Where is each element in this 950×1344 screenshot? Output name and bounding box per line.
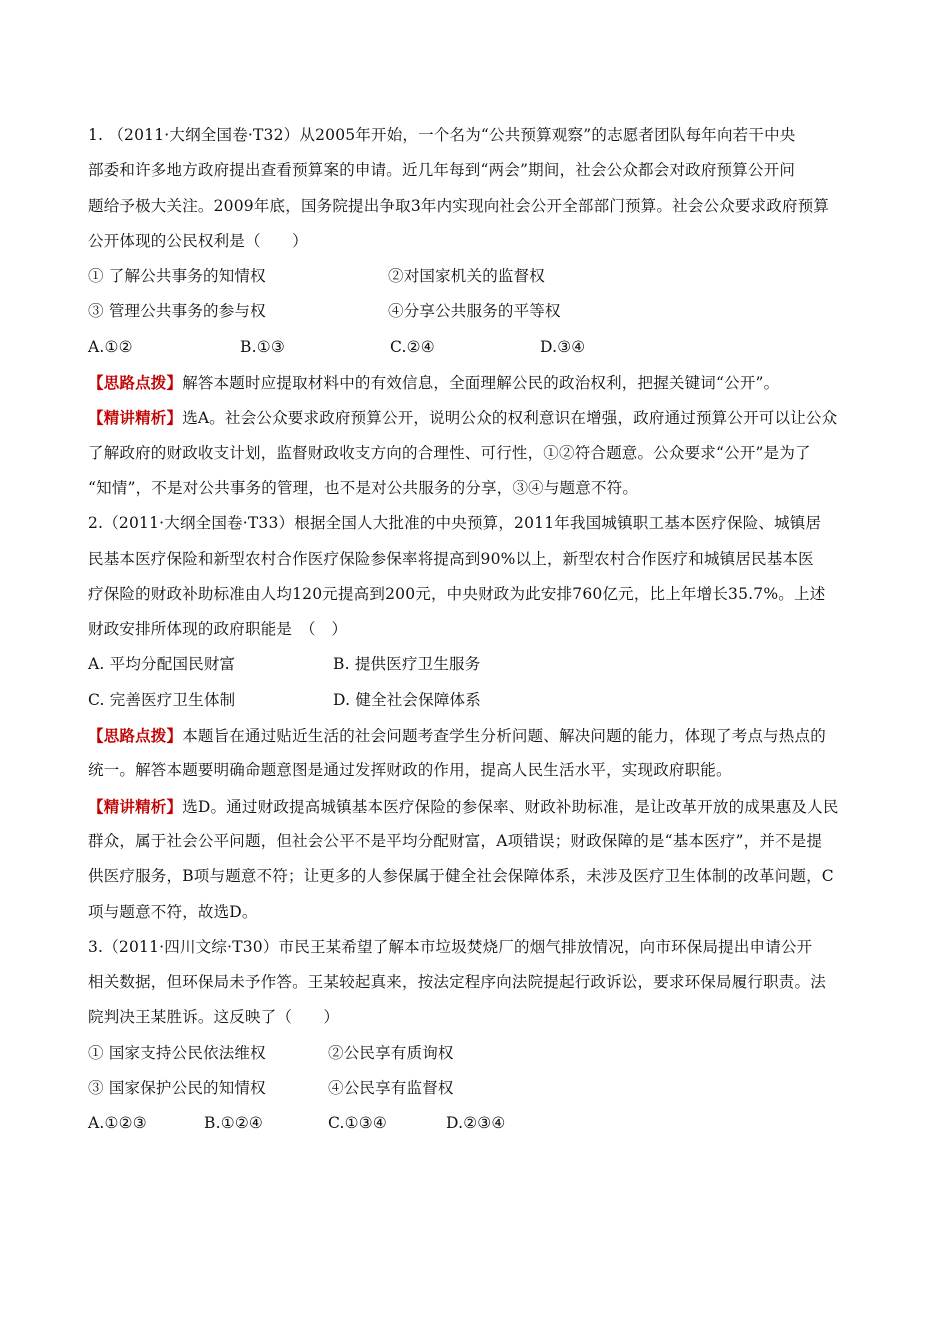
question-1-stem-line: 1. （2011·大纲全国卷·T32）从2005年开始，一个名为“公共预算观察”的志愿者团队每年向若干中央 bbox=[88, 126, 796, 144]
analysis-text: 选A。社会公众要求政府预算公开，说明公众的权利意识在增强，政府通过预算公开可以让公众 bbox=[182, 409, 838, 428]
hint-text: 本题旨在通过贴近生活的社会问题考查学生分析问题、解决问题的能力，体现了考点与热点的 bbox=[182, 727, 826, 746]
question-3-statements-row bbox=[88, 1071, 863, 1106]
question-2-analysis-line bbox=[88, 789, 863, 824]
statement-1: ① 了解公共事务的知情权 bbox=[88, 267, 266, 286]
hint-text: 解答本题时应提取材料中的有效信息，全面理解公民的政治权利，把握关键词“公开”。 bbox=[182, 374, 780, 393]
analysis-tag: 【精讲精析】 bbox=[88, 796, 183, 816]
question-1-analysis-line: 了解政府的财政收支计划，监督财政收支方向的合理性、可行性，①②符合题意。公众要求“公开”是为了 bbox=[88, 443, 811, 462]
option-d: D.②③④ bbox=[446, 1114, 506, 1133]
analysis-tag: 【精讲精析】 bbox=[88, 408, 183, 428]
question-2-stem-line: 民基本医疗保险和新型农村合作医疗保险参保率将提高到90%以上，新型农村合作医疗和城镇居民基本医 bbox=[88, 549, 814, 568]
question-2-hint-line bbox=[88, 718, 863, 753]
statement-3: ③ 管理公共事务的参与权 bbox=[88, 302, 266, 321]
statement-1: ① 国家支持公民依法维权 bbox=[88, 1043, 266, 1062]
question-3-stem-line: 相关数据，但环保局未予作答。王某较起真来，按法定程序向法院提起行政诉讼，要求环保局履行职责。法 bbox=[88, 973, 826, 992]
question-2 bbox=[88, 506, 863, 930]
statement-2: ②对国家机关的监督权 bbox=[388, 267, 546, 286]
option-b: B.①③ bbox=[240, 337, 285, 356]
option-a: A.①② bbox=[88, 337, 133, 356]
question-3-statements-row bbox=[88, 1036, 863, 1071]
question-1-stem-line: 部委和许多地方政府提出查看预算案的申请。近几年每到“两会”期间，社会公众都会对政府预算公开问 bbox=[88, 161, 796, 180]
question-3-stem-line: 院判决王某胜诉。这反映了（ ） bbox=[88, 1008, 340, 1027]
option-d: D. 健全社会保障体系 bbox=[333, 690, 481, 709]
question-1-options bbox=[88, 330, 863, 365]
question-1-analysis-line: “知情”，不是对公共事务的管理，也不是对公共服务的分享，③④与题意不符。 bbox=[88, 478, 639, 497]
option-a: A. 平均分配国民财富 bbox=[88, 655, 236, 674]
question-2-stem-line: 疗保险的财政补助标准由人均120元提高到200元，中央财政为此安排760亿元，比上年增长35.7%。上述 bbox=[88, 584, 826, 603]
hint-tag: 【思路点拨】 bbox=[88, 373, 183, 393]
question-1-statements-row bbox=[88, 259, 863, 294]
document-page bbox=[88, 118, 863, 1142]
statement-2: ②公民享有质询权 bbox=[328, 1043, 454, 1062]
option-c: C. 完善医疗卫生体制 bbox=[88, 690, 236, 709]
question-3 bbox=[88, 930, 863, 1142]
question-1-statements-row bbox=[88, 294, 863, 329]
question-2-options-row bbox=[88, 683, 863, 718]
question-2-analysis-line: 供医疗服务，B项与题意不符；让更多的人参保属于健全社会保障体系，未涉及医疗卫生体制的改革问题，C bbox=[88, 867, 834, 886]
question-1-stem-line: 题给予极大关注。2009年底，国务院提出争取3年内实现向社会公开全部部门预算。社会公众要求政府预算 bbox=[88, 196, 830, 215]
question-2-hint-line: 统一。解答本题要明确命题意图是通过发挥财政的作用，提高人民生活水平，实现政府职能。 bbox=[88, 761, 732, 780]
question-3-stem-line: 3.（2011·四川文综·T30）市民王某希望了解本市垃圾焚烧厂的烟气排放情况，向市环保局提出申请公开 bbox=[88, 937, 813, 956]
question-2-options-row bbox=[88, 647, 863, 682]
question-1-stem-line: 公开体现的公民权利是（ ） bbox=[88, 231, 308, 250]
analysis-text: 选D。通过财政提高城镇基本医疗保险的参保率、财政补助标准，是让改革开放的成果惠及人民 bbox=[182, 797, 839, 816]
question-2-analysis-line: 项与题意不符，故选D。 bbox=[88, 902, 258, 921]
question-1-hint bbox=[88, 365, 863, 400]
hint-tag: 【思路点拨】 bbox=[88, 726, 183, 746]
option-c: C.②④ bbox=[390, 337, 435, 356]
statement-3: ③ 国家保护公民的知情权 bbox=[88, 1079, 266, 1098]
option-c: C.①③④ bbox=[328, 1114, 387, 1133]
option-d: D.③④ bbox=[540, 337, 586, 356]
question-1-analysis-line bbox=[88, 400, 863, 435]
option-b: B.①②④ bbox=[204, 1114, 264, 1133]
question-1 bbox=[88, 118, 863, 506]
statement-4: ④分享公共服务的平等权 bbox=[388, 302, 561, 321]
question-3-options bbox=[88, 1106, 863, 1141]
statement-4: ④公民享有监督权 bbox=[328, 1079, 454, 1098]
option-a: A.①②③ bbox=[88, 1114, 147, 1133]
option-b: B. 提供医疗卫生服务 bbox=[333, 655, 481, 674]
question-2-analysis-line: 群众，属于社会公平问题，但社会公平不是平均分配财富，A项错误；财政保障的是“基本医疗”，并不是提 bbox=[88, 831, 823, 850]
question-2-stem-line: 2.（2011·大纲全国卷·T33）根据全国人大批准的中央预算，2011年我国城镇职工基本医疗保险、城镇居 bbox=[88, 514, 822, 533]
question-2-stem-line: 财政安排所体现的政府职能是 （ ） bbox=[88, 620, 348, 639]
